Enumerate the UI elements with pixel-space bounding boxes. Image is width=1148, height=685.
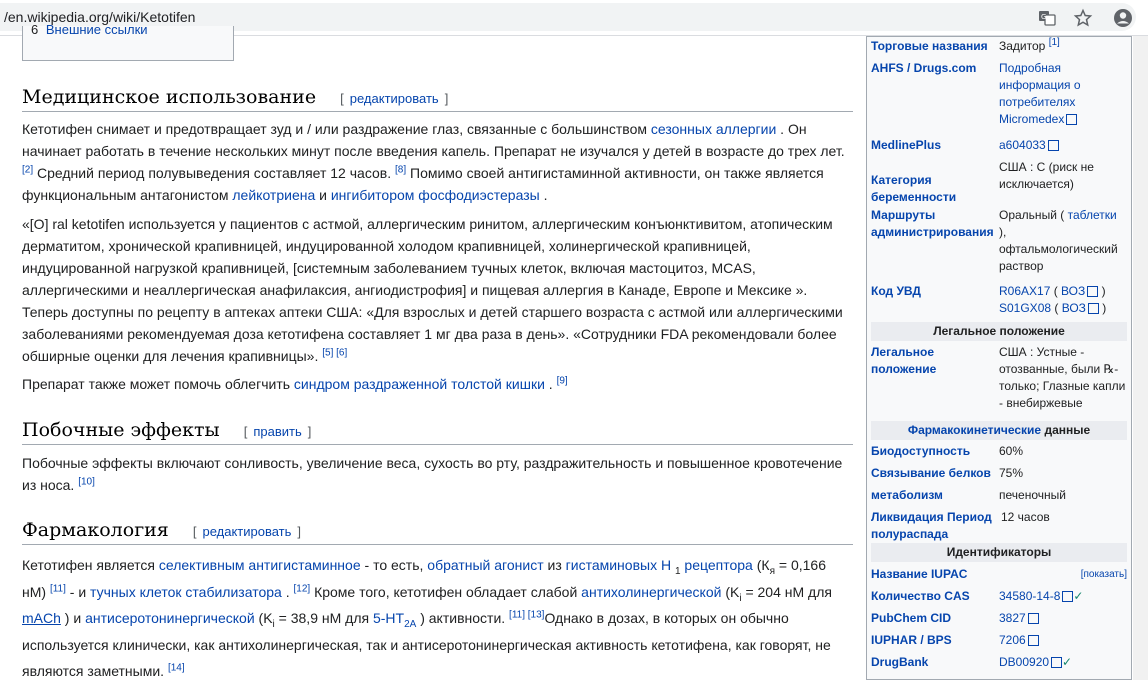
link-pharmacokinetics[interactable]: Фармакокинетические	[907, 423, 1042, 437]
infobox-row-legal	[871, 344, 1129, 416]
citation[interactable]: [8]	[394, 164, 407, 176]
infobox-row-half-life	[871, 509, 1129, 543]
link-pubchem[interactable]: 3827	[999, 611, 1026, 625]
translate-icon[interactable]	[1038, 9, 1056, 27]
infobox-label[interactable]: MedlinePlus	[871, 138, 942, 152]
link-inverse-agonist[interactable]: обратный агонист	[427, 557, 544, 573]
external-link-icon	[1087, 286, 1098, 297]
infobox-label[interactable]: Количество CAS	[871, 589, 970, 603]
table-of-contents	[22, 22, 234, 61]
infobox-row-pregnancy	[871, 159, 1129, 204]
infobox-label[interactable]: Маршруты администрирования	[871, 208, 994, 239]
infobox-value: Оральный (	[999, 208, 1065, 222]
citation[interactable]: [10]	[78, 476, 95, 488]
infobox-label[interactable]: Код УВД	[871, 284, 921, 298]
link-iuphar[interactable]: 7206	[999, 633, 1026, 647]
infobox-value: США : С (риск не исключается)	[999, 160, 1094, 191]
section-heading-pharmacology	[22, 519, 853, 545]
link-antiserotonergic[interactable]: антисеротонинергической	[85, 610, 255, 626]
infobox-value[interactable]	[999, 60, 1127, 128]
toc-item-external-links[interactable]	[31, 22, 148, 37]
text: Побочные эффекты включают сонливость, увеличение веса, сухость во рту, раздражительность и повышенное кровотечение	[22, 455, 843, 471]
subscript: i	[272, 618, 275, 630]
text: = 38,9 нМ для	[278, 610, 370, 626]
infobox-label[interactable]: Связывание белков	[871, 466, 991, 480]
infobox-label[interactable]: AHFS / Drugs.com	[871, 61, 977, 75]
external-link-icon	[1066, 114, 1077, 125]
link-atc-s01gx08[interactable]: S01GX08	[999, 301, 1052, 315]
infobox-row-metabolism	[871, 487, 1129, 507]
citation[interactable]: [5] [6]	[322, 347, 348, 359]
infobox-row-iuphar	[871, 632, 1129, 652]
link-who[interactable]: ВОЗ	[1061, 284, 1086, 298]
edit-link[interactable]: редактировать	[349, 91, 439, 106]
citation[interactable]: [11] [13]	[509, 609, 545, 621]
text: являются заметными.	[22, 663, 165, 679]
url-text[interactable]: /en.wikipedia.org/wiki/Ketotifen	[4, 9, 196, 25]
subscript: я	[769, 565, 775, 577]
citation[interactable]: [2]	[22, 164, 34, 176]
section-title: Медицинское использование	[22, 86, 317, 108]
infobox-label[interactable]: IUPHAR / BPS	[871, 633, 952, 647]
infobox-section-header: Легальное положение	[871, 322, 1127, 341]
text: начинает работать в течение нескольких минут после введения капель. Препарат не изучался у детей в возрасте до трех лет.	[22, 143, 845, 159]
infobox-value: печеночный	[999, 488, 1066, 502]
infobox-section-header	[871, 421, 1127, 440]
link-who[interactable]: ВОЗ	[1061, 301, 1086, 315]
section-heading-side-effects	[22, 419, 853, 445]
text: (K	[258, 610, 273, 626]
link-micromedex[interactable]: Подробная информация о потребителях Micromedex	[999, 61, 1081, 126]
text: из	[547, 557, 562, 573]
check-icon: ✓	[1073, 589, 1084, 603]
infobox-value: США : Устные - отозванные, были ℞-только; Глазные капли - внебиржевые	[999, 345, 1126, 410]
link-ibs[interactable]: синдром раздраженной толстой кишки	[293, 376, 545, 392]
citation[interactable]: [14]	[167, 662, 185, 674]
infobox-label[interactable]: DrugBank	[871, 655, 929, 669]
link-tablets[interactable]: таблетки	[1067, 208, 1117, 222]
text: используется клинически, как антихолинергическая, так и антисеротонинергическая активность кетотифена, как говорят, не	[22, 636, 831, 653]
text: .	[285, 583, 290, 600]
star-icon[interactable]	[1074, 9, 1092, 27]
text: функциональным антагонистом	[22, 187, 229, 203]
link-drugbank[interactable]: DB00920	[999, 655, 1050, 669]
infobox-row-drugbank	[871, 654, 1129, 674]
infobox-row-routes	[871, 207, 1129, 281]
text: (K	[725, 583, 740, 600]
external-link-icon	[1048, 140, 1059, 151]
link-pde-inhibitor[interactable]: ингибитором фосфодиэстеразы	[330, 187, 540, 203]
edit-link[interactable]: править	[253, 424, 302, 439]
citation[interactable]: [11]	[49, 582, 66, 594]
citation[interactable]: [12]	[293, 582, 311, 594]
edit-section: [ редактировать ]	[340, 91, 449, 106]
infobox-label[interactable]: Название IUPAC	[871, 567, 968, 581]
text: Кетотифен снимает и предотвращает зуд и / или раздражение глаз, связанные с большинством	[22, 121, 647, 137]
svg-text:G: G	[1041, 13, 1047, 21]
text: «[O] ral ketotifen используется у пациентов с астмой, аллергическим ринитом, аллергическим конъюнктивитом, атопическим	[22, 216, 833, 232]
text: Кроме того, кетотифен обладает слабой	[314, 583, 578, 600]
infobox-row-trade-names	[871, 38, 1129, 58]
show-iupac-button[interactable]: [показать]	[1080, 569, 1127, 580]
text: = 204 нМ для	[745, 583, 832, 600]
infobox-row-pubchem	[871, 610, 1129, 630]
link-selective-antihistamine[interactable]: селективным антигистаминное	[158, 557, 361, 573]
check-icon: ✓	[1062, 655, 1073, 669]
link-5ht2a[interactable]: 5-HT	[372, 610, 405, 626]
link-mast-cell-stabilizer[interactable]: тучных клеток стабилизатора	[90, 583, 282, 600]
section-title: Фармакология	[22, 519, 169, 541]
infobox-value: 60%	[999, 444, 1024, 458]
infobox-row-iupac	[871, 566, 1129, 586]
text: Теперь доступны по рецепту в аптеках аптеки США: «Для взрослых и детей старшего возраста с астмой или аллергическими	[22, 304, 843, 320]
toc-item-label[interactable]: Внешние ссылки	[45, 22, 148, 37]
infobox-row-protein-binding	[871, 465, 1129, 485]
section-heading-medical	[22, 86, 853, 112]
external-link-icon	[1028, 635, 1039, 646]
paragraph	[22, 373, 852, 395]
text: - то есть,	[364, 557, 424, 573]
text: ) активности.	[420, 610, 506, 626]
paragraph	[22, 213, 852, 367]
link-histamine-h[interactable]: гистаминовых H	[565, 557, 672, 573]
toc-item-number: 6	[31, 22, 39, 37]
text: обширные оценки для лечения крапивницы».	[22, 348, 319, 364]
text: из носа.	[22, 477, 75, 493]
drug-infobox	[866, 36, 1132, 680]
account-icon[interactable]	[1113, 8, 1133, 28]
infobox-label[interactable]: метаболизм	[871, 488, 943, 502]
infobox-row-atc: Код УВД R06AX17 ( ВОЗ ) S01GX08 ( ВОЗ )	[871, 284, 1107, 315]
text: = 0,166	[778, 557, 826, 573]
paragraph	[22, 552, 852, 685]
infobox-row-ahfs	[871, 60, 1129, 136]
external-link-icon	[1088, 303, 1099, 314]
text: Препарат также может помочь облегчить	[22, 376, 291, 392]
link-leukotriene[interactable]: лейкотриена	[232, 187, 316, 203]
paragraph	[22, 118, 852, 206]
page-scrollbar[interactable]	[1133, 36, 1148, 680]
infobox-value: Задитор	[999, 39, 1046, 53]
edit-section: [ редактировать ]	[192, 524, 302, 539]
link-mach[interactable]: mACh	[22, 610, 61, 626]
infobox-value[interactable]	[999, 137, 1127, 154]
text: . Он	[780, 121, 807, 137]
infobox-label[interactable]: PubChem CID	[871, 611, 952, 625]
edit-section: [ править ]	[243, 424, 312, 439]
text: Помимо своей антигистаминной активности, он также является	[410, 165, 824, 181]
external-link-icon	[1062, 591, 1073, 602]
link-anticholinergic[interactable]: антихолинергической	[581, 583, 722, 600]
text: заболеваниями рекомендуемая доза кетотифена составляет 1 мг два раза в день». «Сотрудники FDA рекомендовали более	[22, 326, 837, 342]
subscript[interactable]: 2A	[404, 618, 417, 630]
article-content	[0, 22, 860, 680]
text: и	[319, 187, 327, 203]
link-receptor[interactable]: рецептора	[684, 557, 753, 573]
text: нМ)	[22, 583, 47, 600]
paragraph	[22, 452, 852, 496]
infobox-section-header: Идентификаторы	[871, 543, 1127, 562]
external-link-icon	[1028, 613, 1039, 624]
infobox-value: 12 часов	[1001, 510, 1050, 524]
text: ) и	[64, 610, 82, 626]
infobox-row-bioavailability	[871, 443, 1129, 463]
external-link-icon	[1051, 657, 1062, 668]
section-title: Побочные эффекты	[22, 419, 220, 441]
edit-link[interactable]: редактировать	[202, 524, 292, 539]
text: - и	[69, 583, 87, 600]
text: Средний период полувыведения составляет 12 часов.	[37, 165, 392, 181]
link-seasonal-allergy[interactable]: сезонных аллергии	[650, 121, 777, 137]
link-medline[interactable]: a604033	[999, 138, 1046, 152]
infobox-value: 75%	[999, 466, 1024, 480]
infobox-row-cas	[871, 588, 1129, 608]
subscript: 1	[674, 565, 681, 577]
citation[interactable]: [1]	[1048, 37, 1060, 48]
infobox-label[interactable]: Торговые названия	[871, 39, 988, 53]
citation[interactable]: [9]	[556, 375, 568, 387]
infobox-label[interactable]: Легальное положение	[871, 345, 937, 376]
infobox-value: ), офтальмологический раствор	[999, 225, 1118, 273]
link-atc-r06ax17[interactable]: R06AX17	[999, 284, 1051, 298]
text: аллергическими и неаллергическая анафилаксия, ангиодистрофия] и пищевая аллергия в Канаде, Европе и Мексике ».	[22, 282, 808, 298]
text: Кетотифен является	[22, 557, 155, 573]
subscript: i	[739, 592, 742, 604]
text: дерматитом, хронической крапивницей, индуцированной холодом крапивницей, холинергической крапивницей,	[22, 238, 751, 254]
link-cas[interactable]: 34580-14-8	[999, 589, 1061, 603]
text: данные	[1044, 423, 1091, 437]
infobox-label[interactable]: Ликвидация Период полураспада	[871, 510, 992, 541]
text: .	[548, 376, 553, 392]
text: индуцированной нагрузкой крапивницей, [системным заболеванием тучных клеток, включая мастоцитоз, MCAS,	[22, 260, 756, 276]
text: Однако в дозах, в которых он обычно	[544, 610, 789, 626]
text: (К	[756, 557, 770, 573]
infobox-label[interactable]: Категория беременности	[871, 173, 957, 204]
text: .	[543, 187, 548, 203]
infobox-label[interactable]: Биодоступность	[871, 444, 971, 458]
